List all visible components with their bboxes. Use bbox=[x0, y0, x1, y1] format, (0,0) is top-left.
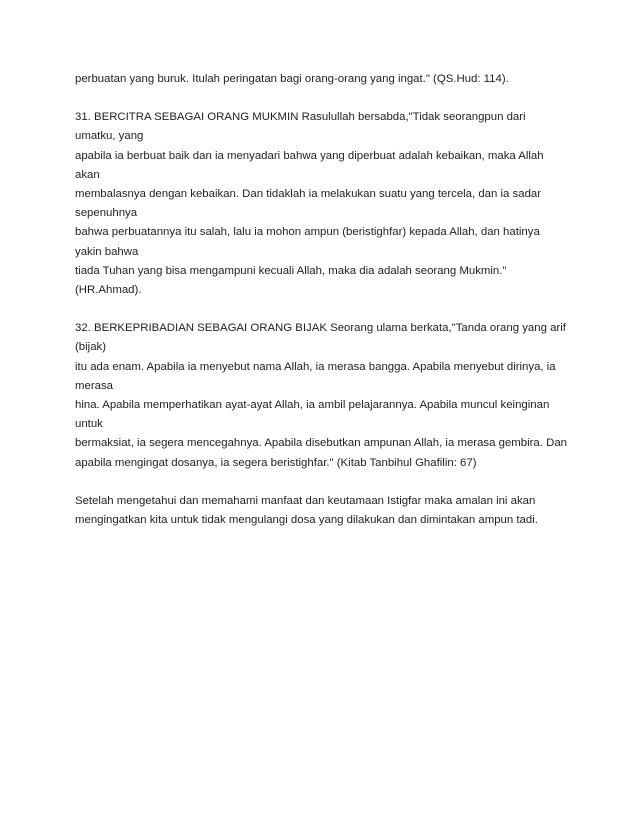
document-page bbox=[75, 70, 567, 549]
paragraph-closing: Setelah mengetahui dan memahami manfaat dan keutamaan Istigfar maka amalan ini akan mengingatkan kita untuk tidak mengulangi dosa yang dilakukan dan dimintakan ampun tadi. bbox=[75, 494, 538, 527]
paragraph-continuation: perbuatan yang buruk. Itulah peringatan bagi orang-orang yang ingat." (QS.Hud: 114). bbox=[75, 73, 509, 85]
paragraph-31-mukmin: 31. BERCITRA SEBAGAI ORANG MUKMIN Rasulullah bersabda,"Tidak seorangpun dari umatku, yang apabila ia berbuat baik dan ia menyadari bahwa yang diperbuat adalah kebaikan, maka Allah akan membalasnya dengan kebaikan. Dan tidaklah ia melakukan suatu yang tercela, dan ia sadar sepenuhnya bahwa perbuatannya itu salah, lalu ia mohon ampun (beristighfar) kepada Allah, dan hatinya yakin bahwa tiada Tuhan yang bisa mengampuni kecuali Allah, maka dia adalah seorang Mukmin." (HR.Ahmad). bbox=[75, 111, 544, 297]
paragraph-32-bijak: 32. BERKEPRIBADIAN SEBAGAI ORANG BIJAK Seorang ulama berkata,"Tanda orang yang arif (bijak) itu ada enam. Apabila ia menyebut nama Allah, ia merasa bangga. Apabila menyebut dirinya, ia merasa hina. Apabila memperhatikan ayat-ayat Allah, ia ambil pelajarannya. Apabila muncul keinginan untuk bermaksiat, ia segera mencegahnya. Apabila disebutkan ampunan Allah, ia merasa gembira. Dan apabila mengingat dosanya, ia segera beristighfar." (Kitab Tanbihul Ghafilin: 67) bbox=[75, 322, 567, 469]
